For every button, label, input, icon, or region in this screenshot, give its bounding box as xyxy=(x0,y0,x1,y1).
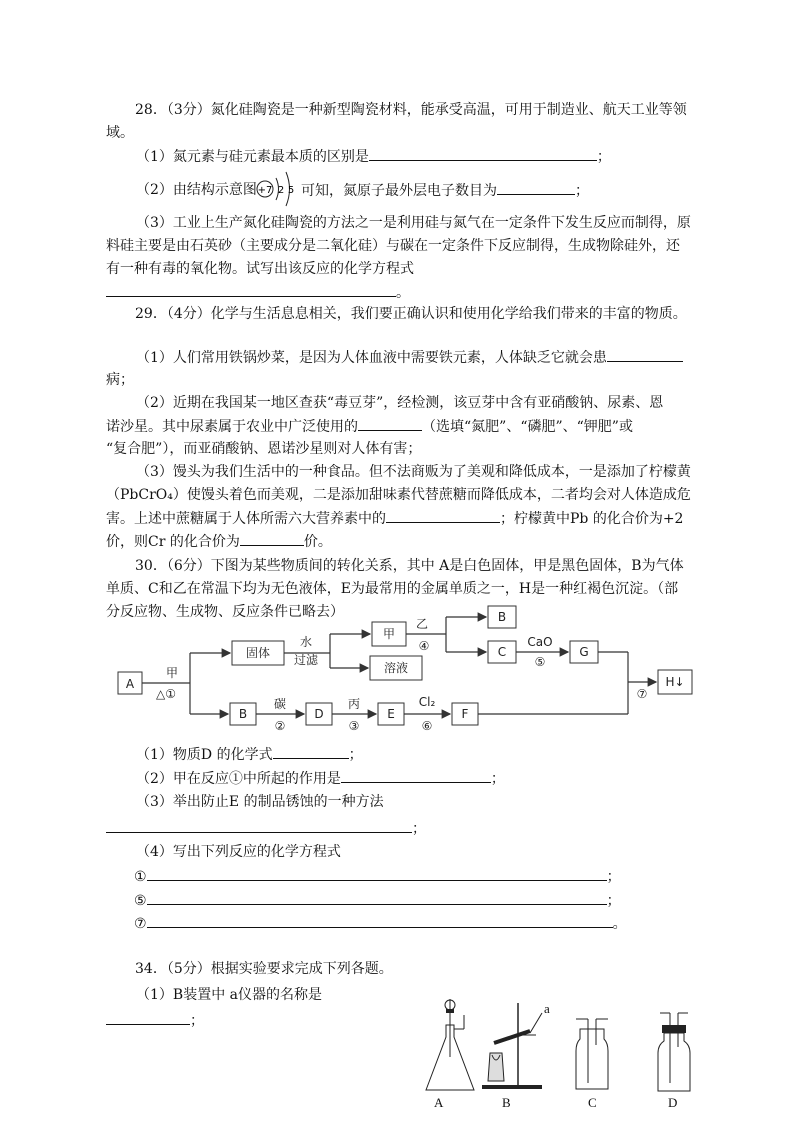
q30-eq1 xyxy=(134,866,621,887)
q28-part1-end: ； xyxy=(596,149,611,165)
apparatus-A-conical-flask xyxy=(426,999,474,1110)
box-A-label: A xyxy=(125,677,135,691)
q29-part2-line1: （2）近期在我国某一地区查获“毒豆芽”，经检测，该豆芽中含有亚硝酸钠、尿素、恩 xyxy=(136,395,664,411)
q29-part2-blank[interactable] xyxy=(358,416,422,431)
q29-part3-blank1[interactable] xyxy=(386,508,500,523)
q29-part1 xyxy=(136,347,683,368)
label-cao: CaO xyxy=(527,635,553,649)
q30-eq1-end: ； xyxy=(606,869,621,885)
q34-stem: 34．（5分）根据实验要求完成下列各题。 xyxy=(135,961,393,977)
q29-part2-text-b: （选填“氮肥”、“磷肥”、“钾肥”或 xyxy=(422,419,633,435)
q30-part3-end: ； xyxy=(412,821,426,837)
q30-part2-blank[interactable] xyxy=(341,768,491,783)
q29-part3-line2: （PbCrO₄）使馒头着色而美观，二是添加甜味素代替蔗糖而降低成本，二者均会对人体造成危 xyxy=(106,487,691,503)
q30-stem-line1: 30．（6分）下图为某些物质间的转化关系，其中 A是白色固体，甲是黑色固体，B为气体 xyxy=(135,558,684,574)
q34-part1-blank[interactable] xyxy=(106,1010,190,1025)
q30-part1-end: ； xyxy=(348,747,363,763)
apparatus-A-label: A xyxy=(434,1095,444,1110)
q30-part3-answer xyxy=(106,818,426,839)
q34-part1: （1）B装置中 a仪器的名称是 xyxy=(136,987,322,1003)
q30-part2-text: （2）甲在反应①中所起的作用是 xyxy=(136,771,341,787)
lab-apparatus-figure xyxy=(410,995,710,1119)
box-jia-label: 甲 xyxy=(382,627,396,641)
label-r3: ③ xyxy=(348,719,360,733)
q30-eq7 xyxy=(134,913,627,934)
q29-part2-text-a: 诺沙星。其中尿素属于农业中广泛使用的 xyxy=(106,419,358,435)
q29-part3-line1: （3）馒头为我们生活中的一种食品。但不法商贩为了美观和降低成本，一是添加了柠檬黄 xyxy=(136,464,691,480)
q28-part2-mid: 可知，氮原子最外层电子数目为 xyxy=(301,183,497,199)
q28-part2-rest xyxy=(301,180,589,201)
label-r5: ⑤ xyxy=(534,655,546,669)
q29-stem: 29．（4分）化学与生活息息相关，我们要正确认识和使用化学给我们带来的丰富的物质。 xyxy=(135,306,687,322)
q30-eq5-end: ； xyxy=(606,893,621,909)
shell1-electrons: 2 xyxy=(277,185,285,196)
q30-eq7-blank[interactable] xyxy=(147,913,613,928)
q28-part3-answer xyxy=(106,282,410,303)
q28-part2 xyxy=(136,180,257,200)
q28-part1 xyxy=(136,146,611,167)
box-B-top-label: B xyxy=(497,610,507,624)
box-solid-label: 固体 xyxy=(245,646,271,660)
q30-part2-end: ； xyxy=(490,771,505,787)
apparatus-D-bottle xyxy=(658,1013,690,1110)
q28-stem-line1: 28．（3分）氮化硅陶瓷是一种新型陶瓷材料，能承受高温，可用于制造业、航天工业等领 xyxy=(135,102,687,118)
q28-part3-line3: 有一种有毒的氧化物。试写出该反应的化学方程式 xyxy=(106,261,414,277)
q28-part2-end: ； xyxy=(575,183,589,199)
q28-part3-line2: 料硅主要是由石英砂（主要成分是二氧化硅）与碳在一定条件下反应制得，生成物除硅外，还 xyxy=(106,238,680,254)
q30-part3: （3）举出防止E 的制品锈蚀的一种方法 xyxy=(136,794,384,810)
label-a: a xyxy=(544,1001,550,1016)
q28-part2-blank[interactable] xyxy=(497,180,575,195)
label-jia: 甲 xyxy=(165,666,179,680)
q34-part1-answer xyxy=(106,1010,204,1031)
q29-part1-text: （1）人们常用铁锅炒菜，是因为人体血液中需要铁元素，人体缺乏它就会患 xyxy=(136,350,607,366)
box-solution-label: 溶液 xyxy=(383,661,409,675)
q30-eq5-num: ⑤ xyxy=(134,893,147,909)
label-r2: ② xyxy=(274,719,286,733)
label-cl2: Cl₂ xyxy=(418,695,436,709)
pointer-line-a xyxy=(530,1013,542,1033)
apparatus-C-label: C xyxy=(588,1095,597,1110)
q29-part1-end: 病； xyxy=(106,372,134,388)
box-C-label: C xyxy=(497,645,507,659)
label-r4: ④ xyxy=(418,639,430,653)
label-r7: ⑦ xyxy=(636,687,648,701)
q29-part3-text-a: 害。上述中蔗糖属于人体所需六大营养素中的 xyxy=(106,511,386,527)
q29-part1-blank[interactable] xyxy=(607,347,683,362)
shell2-electrons: 5 xyxy=(287,185,295,196)
q30-part4: （4）写出下列反应的化学方程式 xyxy=(136,844,341,860)
q29-part3-text-d: 价。 xyxy=(303,534,332,550)
q28-part3-end: 。 xyxy=(396,285,410,301)
label-yi: 乙 xyxy=(415,617,429,631)
q29-part3-line4 xyxy=(106,531,332,552)
q30-part1 xyxy=(136,744,363,765)
q28-part3-line1: （3）工业上生产氮化硅陶瓷的方法之一是利用硅与氮气在一定条件下发生反应而制得，原 xyxy=(136,215,691,231)
apparatus-B-heating-setup xyxy=(482,1001,550,1110)
box-B-label: B xyxy=(238,707,248,721)
box-D-label: D xyxy=(314,707,324,721)
q29-part3-text-b: ；柠檬黄中Pb 的化合价为+2 xyxy=(500,511,684,527)
q29-part3-blank2[interactable] xyxy=(240,531,304,546)
q30-part1-blank[interactable] xyxy=(273,744,349,759)
q34-part1-end: ； xyxy=(190,1013,204,1029)
q30-eq5 xyxy=(134,890,621,911)
q30-part3-blank[interactable] xyxy=(106,818,412,833)
q30-stem-line2: 单质、C和乙在常温下均为无色液体，E为最常用的金属单质之一，H是一种红褐色沉淀。（部 xyxy=(106,581,679,597)
q28-stem-line2: 域。 xyxy=(106,125,134,141)
q29-part2-line2 xyxy=(106,416,633,437)
q28-part3-blank[interactable] xyxy=(106,282,396,297)
apparatus-B-label: B xyxy=(502,1095,511,1110)
box-F-label: F xyxy=(461,707,469,721)
conversion-diagram xyxy=(110,600,700,744)
q28-part1-blank[interactable] xyxy=(369,146,597,161)
label-carbon: 碳 xyxy=(273,697,287,711)
label-cond1: △① xyxy=(156,687,176,701)
q30-part1-text: （1）物质D 的化学式 xyxy=(136,747,273,763)
q30-eq1-num: ① xyxy=(134,869,147,885)
q29-part3-text-c: 价，则Cr 的化合价为 xyxy=(106,534,240,550)
label-bing: 丙 xyxy=(347,697,361,711)
q30-part2 xyxy=(136,768,505,789)
apparatus-C-bottle xyxy=(576,1019,608,1110)
q28-part1-text: （1）氮元素与硅元素最本质的区别是 xyxy=(136,149,369,165)
label-filter: 过滤 xyxy=(293,653,319,667)
box-G-label: G xyxy=(579,645,589,659)
q30-eq1-blank[interactable] xyxy=(147,866,607,881)
q30-eq5-blank[interactable] xyxy=(147,890,607,905)
q29-part2-line3: “复合肥”），而亚硝酸钠、恩诺沙星则对人体有害； xyxy=(106,441,422,457)
nitrogen-atom-structure-diagram xyxy=(254,168,302,214)
q28-part2-text: （2）由结构示意图 xyxy=(136,182,257,198)
nucleus-charge: +7 xyxy=(257,185,273,196)
label-r6: ⑥ xyxy=(421,719,433,733)
q30-eq7-end: 。 xyxy=(612,916,627,932)
apparatus-D-label: D xyxy=(668,1095,678,1110)
q29-part3-line3 xyxy=(106,508,683,529)
box-H-label: H↓ xyxy=(665,675,685,689)
q30-eq7-num: ⑦ xyxy=(134,916,147,932)
box-E-label: E xyxy=(387,707,395,721)
label-water: 水 xyxy=(299,635,313,649)
q30-stem-line3: 分反应物、生成物、反应条件已略去） xyxy=(106,604,344,620)
